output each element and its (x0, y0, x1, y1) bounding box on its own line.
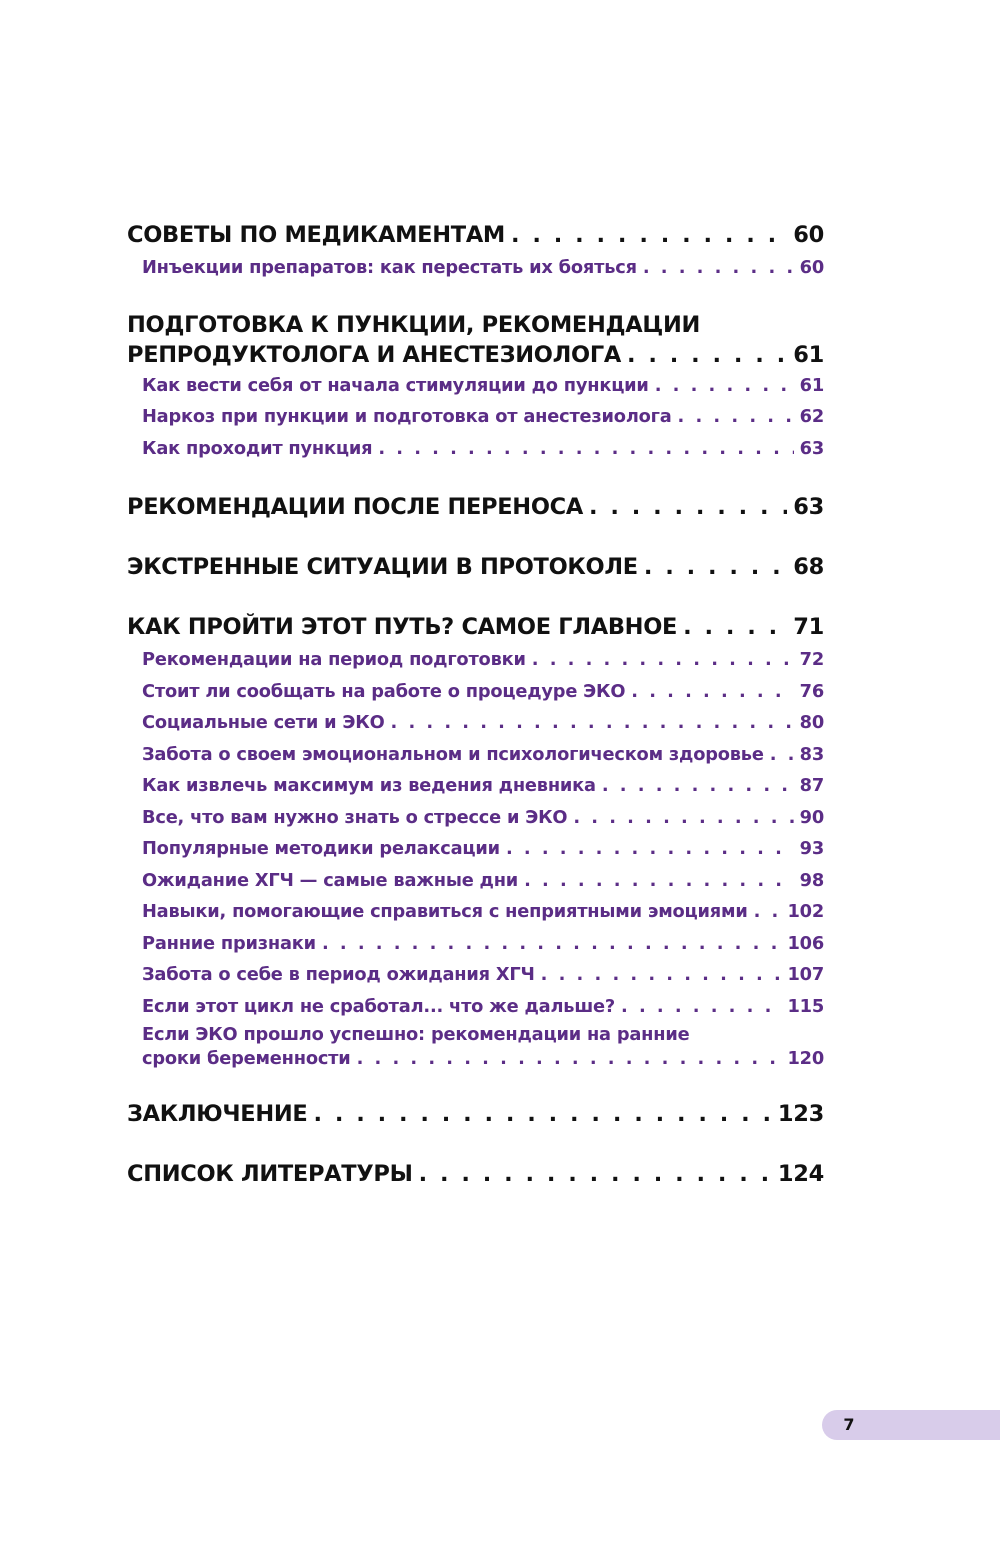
dot-leader (573, 802, 793, 834)
dot-leader (678, 401, 794, 433)
toc-subentry-title: Как проходит пункция (142, 437, 373, 459)
toc-section (127, 610, 824, 1071)
toc-page-number: 68 (793, 554, 824, 580)
toc-page-number: 76 (799, 680, 824, 702)
toc-subentry[interactable] (127, 676, 824, 708)
toc-section (127, 310, 824, 465)
toc-section (127, 1097, 824, 1131)
toc-page-number: 123 (777, 1101, 824, 1127)
toc-heading-title: ЗАКЛЮЧЕНИЕ (127, 1101, 308, 1127)
toc-page-number: 93 (799, 838, 824, 859)
toc-heading-entry[interactable] (127, 610, 824, 644)
dot-leader (378, 433, 793, 465)
table-of-contents (127, 218, 824, 1217)
toc-subentry[interactable] (127, 644, 824, 676)
toc-heading-title: СОВЕТЫ ПО МЕДИКАМЕНТАМ (127, 222, 506, 248)
toc-heading-entry[interactable] (127, 340, 824, 370)
toc-page-number: 62 (799, 406, 824, 427)
dot-leader (644, 550, 787, 584)
toc-heading-entry[interactable] (127, 1097, 824, 1131)
dot-leader (655, 370, 794, 402)
dot-leader (589, 490, 787, 524)
toc-subentry[interactable] (127, 252, 824, 284)
dot-leader (754, 896, 782, 928)
dot-leader (357, 1047, 782, 1071)
toc-subentry-title: Навыки, помогающие справиться с неприятными эмоциями (142, 901, 748, 922)
toc-page-number: 120 (787, 1048, 824, 1069)
toc-page-number: 87 (799, 775, 824, 796)
dot-leader (419, 1157, 772, 1191)
toc-subentry-title: Популярные методики релаксации (142, 838, 500, 859)
toc-heading-entry[interactable] (127, 1157, 824, 1191)
toc-subentry[interactable] (127, 707, 824, 739)
toc-subentry-title: Инъекции препаратов: как перестать их бояться (142, 257, 637, 278)
toc-page-number: 61 (799, 374, 824, 396)
toc-page-number: 90 (799, 806, 824, 828)
toc-subentry-title: Стоит ли сообщать на работе о процедуре ЭКО (142, 680, 626, 702)
toc-section (127, 490, 824, 524)
toc-page-number: 98 (799, 869, 824, 891)
toc-subentry[interactable] (127, 370, 824, 402)
toc-heading-title: РЕПРОДУКТОЛОГА И АНЕСТЕЗИОЛОГА (127, 341, 621, 368)
dot-leader (602, 770, 794, 802)
toc-subentry-title: Социальные сети и ЭКО (142, 712, 385, 733)
toc-heading-title: СПИСОК ЛИТЕРАТУРЫ (127, 1161, 413, 1187)
toc-subentry-title: Как вести себя от начала стимуляции до пункции (142, 374, 649, 396)
toc-subentry[interactable] (127, 739, 824, 771)
dot-leader (532, 644, 794, 676)
toc-subentry[interactable] (127, 433, 824, 465)
toc-section (127, 550, 824, 584)
dot-leader (391, 707, 794, 739)
page-number-tab (822, 1410, 1000, 1440)
dot-leader (511, 218, 787, 252)
toc-page-number: 72 (799, 649, 824, 670)
toc-subentry[interactable] (127, 401, 824, 433)
toc-page-number: 115 (787, 995, 824, 1017)
dot-leader (541, 959, 782, 991)
dot-leader (621, 991, 781, 1023)
toc-heading-entry[interactable] (127, 218, 824, 252)
toc-page-number: 80 (799, 712, 824, 733)
toc-subentry[interactable] (127, 770, 824, 802)
toc-heading-title: РЕКОМЕНДАЦИИ ПОСЛЕ ПЕРЕНОСА (127, 494, 583, 520)
toc-page-number: 60 (793, 222, 824, 248)
toc-section (127, 1157, 824, 1191)
toc-subentry[interactable] (127, 865, 824, 897)
toc-heading-title: КАК ПРОЙТИ ЭТОТ ПУТЬ? САМОЕ ГЛАВНОЕ (127, 614, 678, 640)
toc-subentry-title: Рекомендации на период подготовки (142, 649, 526, 670)
toc-heading-title: ЭКСТРЕННЫЕ СИТУАЦИИ В ПРОТОКОЛЕ (127, 554, 638, 580)
toc-page-number: 63 (793, 494, 824, 520)
toc-subentry-title: Как извлечь максимум из ведения дневника (142, 775, 596, 796)
toc-heading-entry[interactable] (127, 490, 824, 524)
toc-page-number: 60 (799, 257, 824, 278)
dot-leader (643, 252, 794, 284)
toc-subentry-title: Все, что вам нужно знать о стрессе и ЭКО (142, 806, 568, 828)
toc-page-number: 107 (787, 964, 824, 985)
dot-leader (322, 928, 782, 960)
toc-subentry[interactable] (127, 896, 824, 928)
dot-leader (524, 865, 794, 897)
dot-leader (506, 833, 794, 865)
toc-subentry-title: сроки беременности (142, 1048, 351, 1069)
toc-subentry-title: Ранние признаки (142, 932, 316, 954)
toc-heading-entry[interactable] (127, 550, 824, 584)
toc-page-number: 61 (793, 341, 824, 368)
toc-subentry-title: Забота о своем эмоциональном и психологическом здоровье (142, 743, 764, 765)
toc-subentry-title: Наркоз при пункции и подготовка от анестезиолога (142, 406, 672, 427)
page-number: 7 (843, 1415, 855, 1434)
toc-section (127, 218, 824, 284)
dot-leader (627, 340, 787, 370)
toc-subentry[interactable] (127, 991, 824, 1023)
toc-page-number: 83 (799, 743, 824, 765)
dot-leader (683, 610, 787, 644)
toc-subentry[interactable] (127, 1047, 824, 1071)
toc-subentry-title: Если этот цикл не сработал... что же дальше? (142, 995, 616, 1017)
toc-subentry-line[interactable]: Если ЭКО прошло успешно: рекомендации на ранние (142, 1024, 690, 1045)
dot-leader (631, 676, 793, 708)
toc-page-number: 106 (787, 932, 824, 954)
toc-page-number: 124 (777, 1161, 824, 1187)
dot-leader (313, 1097, 771, 1131)
toc-subentry[interactable] (127, 928, 824, 960)
toc-heading-line[interactable]: ПОДГОТОВКА К ПУНКЦИИ, РЕКОМЕНДАЦИИ (127, 311, 701, 338)
toc-page-number: 71 (793, 614, 824, 640)
toc-page-number: 63 (799, 437, 824, 459)
toc-subentry[interactable] (127, 959, 824, 991)
toc-subentry[interactable] (127, 833, 824, 865)
toc-page-number: 102 (787, 901, 824, 922)
toc-subentry[interactable] (127, 802, 824, 834)
dot-leader (770, 739, 794, 771)
toc-subentry-title: Забота о себе в период ожидания ХГЧ (142, 964, 535, 985)
toc-subentry-title: Ожидание ХГЧ — самые важные дни (142, 869, 519, 891)
